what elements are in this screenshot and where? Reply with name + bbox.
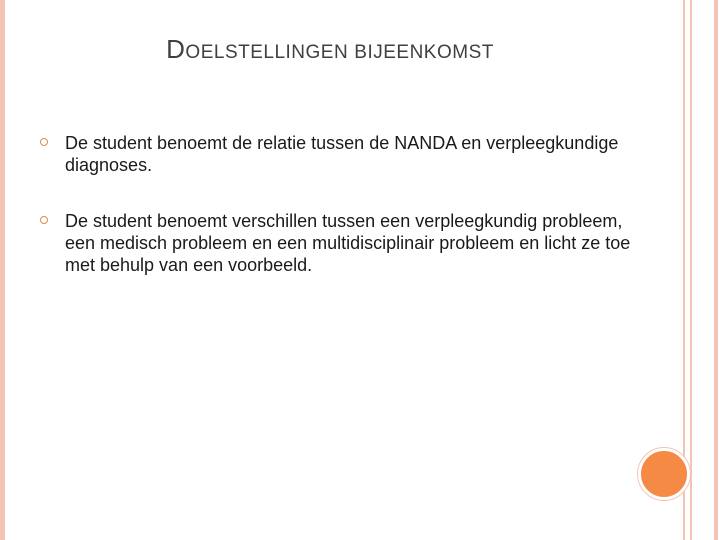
circle-bullet-icon <box>40 138 48 146</box>
title-word-1: OELSTELLINGEN <box>185 42 349 63</box>
bullet-item <box>40 210 640 276</box>
bullet-text: De student benoemt verschillen tussen een verpleegkundig probleem, een medisch probleem en een multidisciplinair probleem en licht ze toe met behulp van een voorbeeld. <box>65 211 631 275</box>
slide-title <box>0 34 660 65</box>
accent-circle-decoration <box>638 448 690 500</box>
right-border-line <box>690 0 692 540</box>
circle-bullet-icon <box>40 216 48 224</box>
bullet-text: De student benoemt de relatie tussen de NANDA en verpleegkundige diagnoses. <box>65 133 619 175</box>
bullet-list <box>40 132 640 310</box>
right-border-line <box>714 0 718 540</box>
title-initial: D <box>166 34 186 64</box>
left-border-decoration <box>0 0 5 540</box>
bullet-item <box>40 132 640 176</box>
title-word-2: BIJEENKOMST <box>354 42 494 63</box>
